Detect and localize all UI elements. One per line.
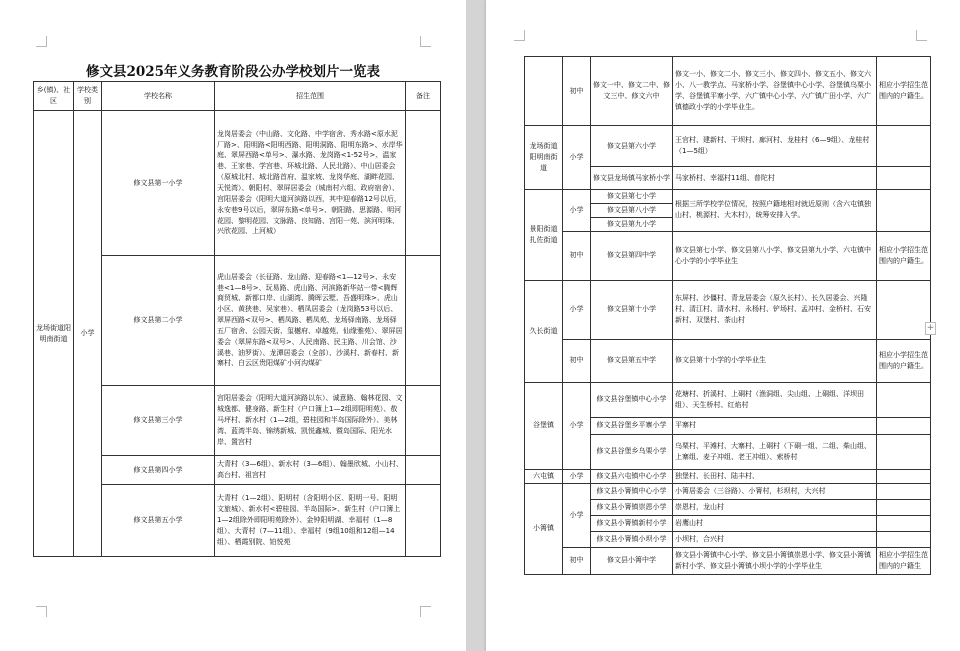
category-cell: 小学 [563, 382, 591, 469]
document-title: 修文县2025年义务教育阶段公办学校划片一览表 [85, 64, 381, 80]
table-row [525, 339, 931, 382]
school-cell: 修文县小箐中学 [591, 547, 673, 574]
district-cell: 景阳街道扎佐街道 [525, 190, 563, 281]
range-cell: 虎山居委会（长征路、龙山路、迎春路<1—12号>、永安巷<1—8号>、玩易路、虎山路、河滨路新华站一带<腾辉商贸城、新都口岸、山湖湾、腾晖云墅、吾盛明珠>、虎山小区、黄狭巷、吴家巷）、栖凤居委会（龙岗路53号以后、翠屏西路<双号>、栖凤路、栖凤苑、龙场驿南路、龙场驿五厂宿舍、公园天街、玺樾府、卓越苑、仙缘雅苑）、翠屏居委会（翠屏东路<双号>、人民南路、民主路、川会馆、沙溪巷、油罗街）、龙潭居委会（全部）、沙溪村、新春村、新寨村、白云区贵阳煤矿小河沟煤矿 [215, 256, 406, 386]
zoning-table-page-2 [524, 56, 931, 575]
range-cell: 平寨村 [673, 417, 877, 434]
range-cell: 修文县第七小学、修文县第八小学、修文县第九小学、六屯镇中心小学的小学毕业生 [673, 231, 877, 280]
range-cell: 王官村、建新村、干坝村、廊河村、龙桂村（6—9组）、龙桂村（1—5组） [673, 126, 877, 167]
range-cell: 崇恩村，龙山村 [673, 499, 877, 515]
note-cell [877, 280, 931, 339]
header-range: 招生范围 [215, 82, 406, 111]
school-cell: 修文县小箐镇中心小学 [591, 483, 673, 499]
header-district: 乡(镇)、社区 [34, 82, 74, 111]
note-cell [406, 485, 441, 557]
table-row [525, 126, 931, 167]
school-cell: 修文县谷堡乡平寨小学 [591, 417, 673, 434]
school-cell: 修文一中、修文二中、修文三中、修文六中 [591, 57, 673, 126]
school-cell: 修文县第九小学 [591, 217, 673, 231]
note-cell: 相应小学招生范围内的户籍生。 [877, 231, 931, 280]
range-cell: 花塘村、折溪村、上硐村（渔洞组、尖山组、上硐组、洋坝田组）、天生桥村、红焰村 [673, 382, 877, 417]
note-cell [406, 456, 441, 485]
note-cell: 相应小学招生范围内的户籍生。 [877, 339, 931, 382]
school-cell: 修文县谷堡乡乌栗小学 [591, 434, 673, 469]
range-cell: 独堡村、长田村、陆丰村、 [673, 469, 877, 483]
document-page-2 [486, 0, 960, 651]
table-row [525, 57, 931, 126]
table-header-row [34, 82, 441, 111]
category-cell: 小学 [563, 483, 591, 547]
header-note: 备注 [406, 82, 441, 111]
range-cell: 马家桥村、幸福村11组、普陀村 [673, 167, 877, 190]
school-cell: 修文县小箐镇崇恩小学 [591, 499, 673, 515]
range-cell: 岩鹰山村 [673, 515, 877, 531]
table-row [525, 382, 931, 417]
note-cell [877, 515, 931, 531]
district-cell [525, 57, 563, 126]
crop-mark [514, 30, 525, 41]
note-cell [406, 111, 441, 256]
category-cell: 小学 [563, 190, 591, 232]
table-row [525, 483, 931, 499]
district-cell: 谷堡镇 [525, 382, 563, 469]
table-row [525, 231, 931, 280]
category-cell: 初中 [563, 231, 591, 280]
school-cell: 修文县小箐镇新村小学 [591, 515, 673, 531]
school-cell: 修文县第二小学 [102, 256, 215, 386]
note-cell [877, 126, 931, 167]
header-category: 学校类别 [74, 82, 102, 111]
crop-mark [36, 36, 47, 47]
school-cell: 修文县第四中学 [591, 231, 673, 280]
range-cell: 小箐居委会（三谷路）、小箐村，杉坝村，大兴村 [673, 483, 877, 499]
range-cell: 小坝村，合兴村 [673, 531, 877, 547]
table-row [525, 547, 931, 574]
page-gap [466, 0, 486, 651]
school-cell: 修文县第六小学 [591, 126, 673, 167]
range-cell: 东屏村、沙僵村、青龙居委会（原久长村）、长久居委会、兴隆村、清江村、清水村、永杨村、铲场村、孟冲村、金桥村、石安新村、双堡村、茶山村 [673, 280, 877, 339]
crop-mark [36, 606, 47, 617]
school-cell: 修文县第一小学 [102, 111, 215, 256]
note-cell [877, 531, 931, 547]
range-cell: 宫阳居委会（阳明大道河滨路以东）、诚意路、翰林花园、文城逸都、健身路、新生村（户口簿上1—2组即阳明苑）、敖马坪村、新水村（1—2组，碧桂园和半岛国际除外）、美林湾、蓝湾半岛、锦绣新城、凯悦鑫城、暨岛国际、阳光水岸、置宫村 [215, 386, 406, 456]
district-cell: 六屯镇 [525, 469, 563, 483]
school-cell: 修文县谷堡镇中心小学 [591, 382, 673, 417]
range-cell: 乌栗村、平滩村、大寨村、上硐村（下硐一组、二组、柴山组、上寨组、麦子冲组、老王冲组）、索桥村 [673, 434, 877, 469]
category-cell: 初中 [563, 339, 591, 382]
zoning-table-page-1 [33, 81, 441, 557]
category-cell: 小学 [563, 126, 591, 190]
note-cell [877, 434, 931, 469]
district-cell: 龙场街道阳明南街道 [34, 111, 74, 557]
note-cell [877, 469, 931, 483]
crop-mark [420, 36, 431, 47]
crop-mark [420, 606, 431, 617]
school-cell: 修文县第五小学 [102, 485, 215, 557]
category-cell: 初中 [563, 57, 591, 126]
category-cell: 小学 [563, 469, 591, 483]
note-cell [877, 190, 931, 232]
school-cell: 修文县六屯镇中心小学 [591, 469, 673, 483]
note-cell [406, 256, 441, 386]
category-cell: 初中 [563, 547, 591, 574]
range-cell: 大青村（3—6组）、新水村（3—6组）、翰墨欣城、小山村、高台村、祖宫村 [215, 456, 406, 485]
note-cell [877, 483, 931, 499]
note-cell: 相应小学招生范围内的户籍生。 [877, 57, 931, 126]
note-cell [877, 499, 931, 515]
range-cell: 修文县小箐镇中心小学、修文县小箐镇崇恩小学、修文县小箐镇新村小学、修文县小箐镇小坝小学的小学毕业生 [673, 547, 877, 574]
school-cell: 修文县第八小学 [591, 203, 673, 217]
document-page-1 [0, 0, 466, 651]
district-cell: 小箐镇 [525, 483, 563, 574]
range-cell: 龙岗居委会（中山路、文化路、中学宿舍、秀水路<原水泥厂路>、阳明路<阳明西路、阳明洞路、阳明东路>、水岸华庭、翠屏西路<单号>、瀑水路、龙岗路<1-52号>、温家巷、王家巷、学宫巷、环城北路、人民北路）、中山居委会（原城北村、城北路首府、温家坡、龙岗华庭、湖畔花园、天悦湾）、朝阳村、翠屏居委会（城南村六组、政府宿舍）、宫阳居委会（阳明大道河滨路以西，其中迎春路12号以后，永安巷9号以后，翠屏东路<单号>、朝阳路、思源路、明河花园、黎明花园、文脉路、良知路、宫阳一苑、滨河明珠、兴欣花园、上河城） [215, 111, 406, 256]
school-cell: 修文县第四小学 [102, 456, 215, 485]
school-cell: 修文县第七小学 [591, 190, 673, 204]
crop-mark [916, 30, 927, 41]
school-cell: 修文县第十小学 [591, 280, 673, 339]
school-cell: 修文县小箐镇小坝小学 [591, 531, 673, 547]
range-cell: 修文一小、修文二小、修文三小、修文四小、修文五小、修文六小、八一教学点、马家桥小学、谷堡镇中心小学、谷堡镇乌栗小学、谷堡镇平寨小学、六广镇中心小学、六广镇广田小学、六广镇德政小学的小学毕业生。 [673, 57, 877, 126]
add-page-button[interactable]: + [926, 323, 935, 333]
district-cell: 龙场街道阳明南街道 [525, 126, 563, 190]
range-cell: 根据三所学校学位情况，按照户籍地相对就近原则（含六屯镇独山村、桃源村、大木村），统筹安排入学。 [673, 190, 877, 232]
table-row [34, 111, 441, 256]
range-cell: 大青村（1—2组）、阳明村（含阳明小区、阳明一号、阳明文旅城）、新水村<碧桂园、半岛国际>、新生村（户口簿上1—2组除外即阳明苑除外）、金钟阳明湖、幸福村（1—8组）、大青村（7—11组）、幸福村（9组10组和12组—14组）、栖霞别院、铂悦苑 [215, 485, 406, 557]
table-row [525, 280, 931, 339]
note-cell [877, 382, 931, 417]
note-cell [877, 167, 931, 190]
category-cell: 小学 [74, 111, 102, 557]
category-cell: 小学 [563, 280, 591, 339]
school-cell: 修文县第五中学 [591, 339, 673, 382]
header-school: 学校名称 [102, 82, 215, 111]
range-cell: 修文县第十小学的小学毕业生 [673, 339, 877, 382]
note-cell [877, 417, 931, 434]
school-cell: 修文县第三小学 [102, 386, 215, 456]
school-cell: 修文县龙场镇马家桥小学 [591, 167, 673, 190]
note-cell [406, 386, 441, 456]
note-cell: 相应小学招生范围内的户籍生 [877, 547, 931, 574]
table-row [525, 469, 931, 483]
table-row [525, 190, 931, 204]
district-cell: 久长街道 [525, 280, 563, 382]
